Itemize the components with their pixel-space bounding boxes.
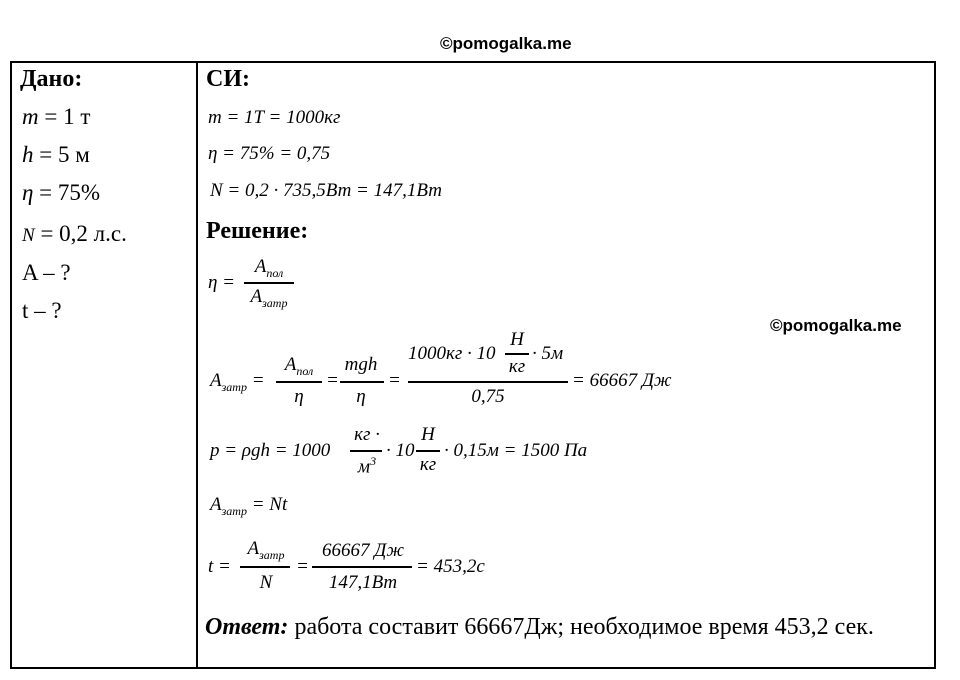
- solution-header: Решение:: [206, 218, 309, 244]
- given-A-unknown: A – ?: [22, 260, 71, 285]
- si-eta: η = 75% = 0,75: [208, 143, 331, 164]
- given-h: h = 5 м: [22, 142, 90, 167]
- answer-label: Ответ:: [205, 614, 289, 640]
- given-m: m = 1 т: [22, 104, 91, 129]
- si-m: m = 1T = 1000кг: [208, 107, 341, 128]
- answer-text: работа составит 66667Дж; необходимое время 453,2 сек.: [288, 614, 874, 640]
- given-t-unknown: t – ?: [22, 298, 62, 323]
- si-header: СИ:: [206, 66, 250, 92]
- equation-work-power: $A_{затр} = Nt$: [210, 494, 288, 518]
- given-N: N = 0,2 л.с.: [22, 221, 127, 246]
- watermark-middle: ©pomogalka.me: [770, 316, 902, 335]
- given-eta: η = 75%: [22, 180, 101, 205]
- column-divider: [196, 61, 198, 669]
- si-N: N = 0,2 · 735,5Вт = 147,1Вт: [210, 180, 442, 201]
- given-header: Дано:: [20, 66, 83, 92]
- watermark-top: ©pomogalka.me: [440, 34, 572, 53]
- answer: [205, 612, 925, 642]
